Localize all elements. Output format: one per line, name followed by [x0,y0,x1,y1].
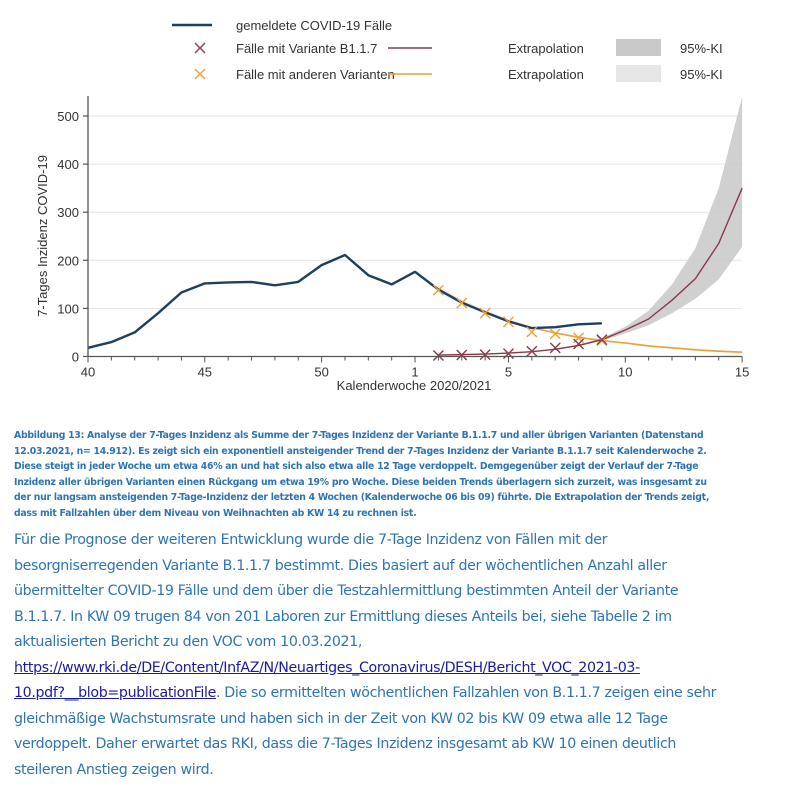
legend-marker-b117-icon [195,43,205,53]
x-tick-label: 1 [411,364,419,380]
body-paragraph [14,528,794,783]
series-lines [88,188,742,355]
legend-swatch-b117-ci-box [616,39,661,56]
x-axis-label: Kalenderwoche 2020/2021 [336,378,492,393]
body-line: B.1.1.7. In KW 09 trugen 84 von 201 Laboren zur Ermittlung dieses Anteils bei, siehe Tabelle 2 im [14,608,672,625]
caption-line: der nur langsam ansteigenden 7-Tage-Inzidenz der letzten 4 Wochen (Kalenderwoche 06 bis 09) führte. Die Extrapolation der Trends zeigt, [14,492,710,503]
x-tick-label: 50 [314,364,329,380]
body-line: übermittelter COVID-19 Fälle und dem über die Testzahlermittlung bestimmten Anteil der Variante [14,583,679,599]
legend-marker-other-icon [195,69,205,79]
caption-line: dass mit Fallzahlen über dem Niveau von Weihnachten ab KW 14 zu rechnen ist. [14,507,417,519]
body-line: steileren Anstieg zeigen wird. [14,761,214,778]
series-markers [433,285,607,360]
y-axis-label: 7-Tages Inzidenz COVID-19 [35,155,50,317]
body-line [14,656,794,682]
y-tick-labels [57,109,79,365]
caption-line: Abbildung 13: Analyse der 7-Tages Inzidenz als Summe der 7-Tages Inzidenz der Variante B.1.1.7 und aller übrigen Varianten (Datenstand [14,430,704,441]
caption-line: 12.03.2021, n= 14.912). Es zeigt sich ein exponentiell ansteigender Trend der 7-Tages Inzidenz der Variante B.1.1.7 seit Kalenderwoche 2. [14,445,707,457]
y-tick-label: 300 [57,205,79,221]
legend-label-b117: Fälle mit Variante B1.1.7 [236,41,378,56]
x-tick-label: 45 [197,364,213,380]
body-line: verdoppelt. Daher erwartet das RKI, dass die 7-Tages Inzidenz insgesamt ab KW 10 einen deutlich [14,736,677,752]
y-tick-label: 400 [57,157,79,173]
caption-line: Inzidenz aller übrigen Varianten einen Rückgang um etwa 19% pro Woche. Diese beiden Trends überlagern sich zurzeit, was insgesamt zu [14,476,707,488]
y-tick-label: 100 [57,301,79,317]
body-line: Für die Prognose der weiteren Entwicklung wurde die 7-Tage Inzidenz von Fällen mit der [14,532,608,548]
x-tick-label: 15 [734,364,750,380]
ci-band-b117 [438,97,742,356]
y-tick-label: 200 [57,253,79,269]
body-line [14,681,794,707]
x-tick-label: 10 [618,364,633,380]
legend-label-b117-extrap: Extrapolation [508,41,584,56]
body-text-fragment: . Die so ermittelten wöchentlichen Fallzahlen von B.1.1.7 zeigen eine sehr [215,685,717,701]
legend-label-other-ci: 95%-KI [680,67,723,82]
y-tick-label: 500 [57,109,79,124]
figure-caption [14,428,794,521]
legend-label-b117-ci: 95%-KI [680,41,723,56]
body-line: gleichmäßige Wachstumsrate und haben sich in der Zeit von KW 02 bis KW 09 etwa alle 12 Tage [14,710,668,727]
x-tick-label: 40 [80,364,96,380]
legend-swatch-other-ci [616,65,661,82]
legend-label-other: Fälle mit anderen Varianten [236,67,395,82]
y-tick-label: 0 [71,349,79,365]
ci-bands [438,97,742,356]
chart-legend [172,18,723,82]
legend-label-other-extrap: Extrapolation [508,67,584,82]
report-link-continued[interactable]: 10.pdf?__blob=publicationFile [14,685,216,701]
reported-cases-line [88,255,602,348]
caption-line: Diese steigt in jeder Woche um etwa 46% an und hat sich also etwa alle 12 Tage verdoppelt. Demgegenüber zeigt der Verlauf der 7-Tage [14,461,699,472]
marker-b117 [550,343,560,353]
x-tick-label: 5 [504,364,513,380]
body-line: besorgniserregenden Variante B.1.1.7 bestimmt. Dies basiert auf der wöchentlichen Anzahl aller [14,557,667,574]
report-link[interactable]: https://www.rki.de/DE/Content/InfAZ/N/Neuartiges_Coronavirus/DESH/Bericht_VOC_2021-03- [14,659,640,676]
legend-label-reported: gemeldete COVID-19 Fälle [236,18,393,33]
body-line: aktualisierten Bericht zu den VOC vom 10.03.2021, [14,634,363,650]
grid [88,116,742,308]
